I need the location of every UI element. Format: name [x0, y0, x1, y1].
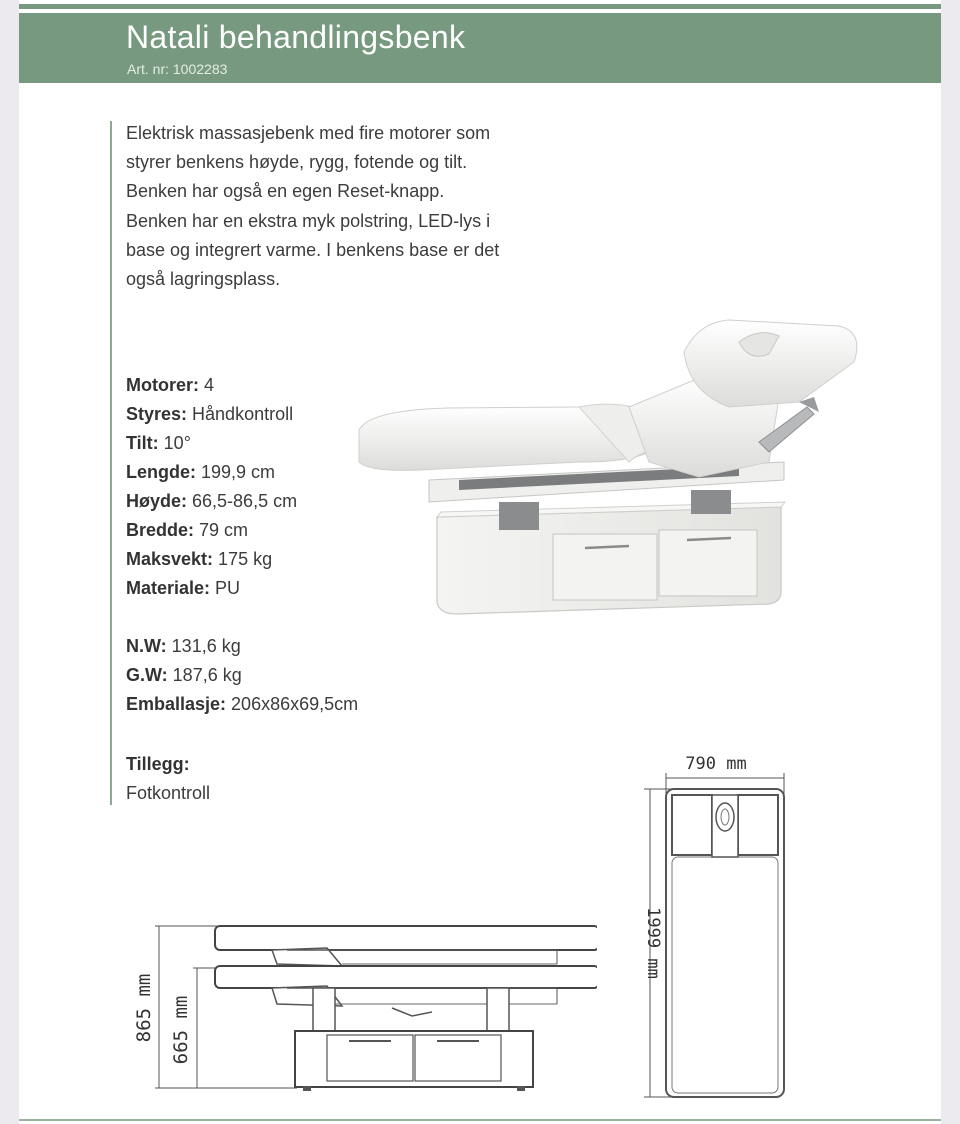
description-line: Benken har en ekstra myk polstring, LED-lys i — [126, 210, 491, 231]
spec-gross-weight: G.W: 187,6 kg — [126, 665, 242, 685]
top-view-drawing — [614, 745, 814, 1110]
extras-value: Fotkontroll — [126, 783, 211, 803]
accent-vertical-line — [110, 121, 112, 805]
description-line: styrer benkens høyde, rygg, fotende og tilt. — [126, 152, 468, 173]
width-dimension-label: 790 mm — [685, 754, 747, 774]
spec-material: Materiale: PU — [126, 578, 241, 598]
min-height-label: 665 mm — [170, 995, 192, 1065]
header-banner — [19, 13, 941, 83]
length-dimension-label: 1999 mm — [643, 907, 663, 979]
spec-max-weight: Maksvekt: 175 kg — [126, 549, 273, 569]
bench-illustration — [329, 312, 869, 627]
spec-length: Lengde: 199,9 cm — [126, 462, 276, 482]
spec-width: Bredde: 79 cm — [126, 520, 249, 540]
top-accent-line — [19, 4, 941, 9]
spec-packaging: Emballasje: 206x86x69,5cm — [126, 694, 359, 714]
spec-motors: Motorer: 4 — [126, 375, 215, 395]
spec-tilt: Tilt: 10° — [126, 433, 191, 453]
description-line: også lagringsplass. — [126, 269, 281, 290]
side-view-drawing — [127, 918, 597, 1098]
product-description — [126, 119, 566, 294]
max-height-label: 865 mm — [133, 973, 155, 1043]
page-title: Natali behandlingsbenk — [126, 19, 466, 55]
description-line: base og integrert varme. I benkens base er det — [126, 239, 500, 260]
article-number: Art. nr: 1002283 — [127, 61, 228, 77]
bottom-accent-line — [19, 1119, 941, 1121]
extras-heading: Tillegg: — [126, 754, 190, 774]
spec-net-weight: N.W: 131,6 kg — [126, 636, 241, 656]
description-line: Elektrisk massasjebenk med fire motorer som — [126, 123, 491, 143]
product-sheet — [19, 0, 941, 1124]
description-line: Benken har også en egen Reset-knapp. — [126, 181, 445, 202]
spec-control: Styres: Håndkontroll — [126, 404, 294, 424]
spec-height: Høyde: 66,5-86,5 cm — [126, 491, 298, 511]
